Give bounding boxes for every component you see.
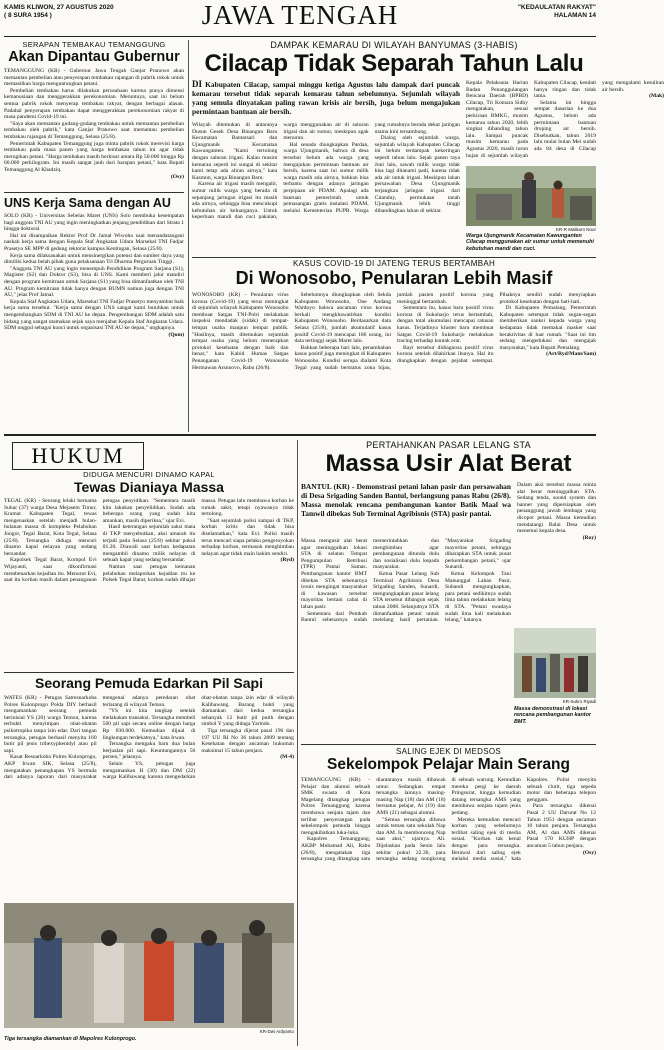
story-kicker: SERAPAN TEMBAKAU TEMANGGUNG [22, 40, 166, 49]
photo-illustration [466, 166, 596, 226]
story-body-continued: Kepala Pelaksana Harian Badan Penanggulangan Bencana Daerah (BPBD) Cilacap, Tri Komara Sidhy mengatakan, sesuai perkiraan BMKG, musim kemarau tahun 2020, lebih singkat dibanding tahun lalu. Sampai puncak musim kemarau pada Agustus 2020, masih turun hujan di sejumlah wilayah Kabupaten Cilacap, kendati hanya ringan dan tidak lama. Selama ini hingga sempat dasarian ke dua Agustus, belum ada permintaan bantuan droping air bersih. Disebutkan, tahun 2019 lalu mulai bulan Mei sudah ada 84 desa di Cilacap yang mengalami kesulitan air bersih. (Mak) [466, 80, 664, 159]
divider [4, 672, 294, 673]
section-rule [4, 434, 596, 436]
story-body: WONOSOBO (KR) - Penularan virus korona (Covid-19) yang terus meningkat di sejumlah wilayah Kabupaten Wonosobo membuat Satgas TNI-Polri melakukan inspeksi mendadak (sidak) di tempat-tempat usaha maupun tempat publik. "Hasilnya, masih ditemukan sejumlah tempat usaha yang belum menerapkan protokol kesehatan dengan baik dan benar," kata Kabid Humas Satgas Penanganan Covid-19 Wonosobo Hermawan Arsnnovo, Rabu (26/8). Sebelumnya diungkapkan oleh Sekda Kabupaten Wonosobo, One Andang Wardoyo bahwa ancaman virus korona berkali mengkhawatirkan kondisi Kabupaten Wonosobo. Berdasarkan data Selasa (25/8), jumlah akumulatif kasus positif Covid-19 mencapai 186 orang, ini data tertinggi sejak Maret lalu. Bahkan beberapa hari lalu, penambahan kasus positif juga meningkat di Kabupaten Wonosobo. Kondisi serupa dialami Kota Tegal yang sudah berstatus zona hijau, jumlah pasien positif korona yang meninggal bertambah. Sementara itu, kasus baru positif virus korona di Sukoharjo terus bertambah, dengan total akumulasi mencapai ratusan kasus. Terjadinya kluster baru membuat Satgas Covid-19 Sukoharjo melakukan tracing terhadap kontak erat. Bayi tersebut didiagnosa positif virus korona setelah dilahirkan ibunya. Hal itu diungkapkan dengan pejabat setempat. Pihaknya sendiri sudah menyiapkan protokol kesehatan dengan hati-hati. Di Kabupaten Pemalang, Pemerintah Kabupaten setempat tidak segan-segan memberikan sanksi kepada warga yang kedapatan tidak memakai masker saat beraktivitas di luar rumah. "Saat ini tim sedang mengedukasi dan mengajak masyarakat," kata Bupati Pemalang. (Art/Ryd/Mam/Sam) [192, 292, 596, 371]
photo-credit: KR-R Malikum Noor [555, 227, 596, 232]
story-kicker: PERTAHANKAN PASAR LELANG STA [366, 440, 531, 450]
photo-illustration [4, 903, 294, 1028]
tembakau-story [4, 40, 184, 190]
story-lead: DI Kabupaten Cilacap, sampai minggu ketiga Agustus lalu dampak dari puncak kemarau tersebut tidak separah kemarau tahun sebelumnya. Sejumlah wilayah yang semula dinyatakan paling rawan krisis air bersih, juga belum mengajukan permintaan bantuan air bersih. [192, 79, 460, 116]
photo-credit: KR-Dwi Ardyanto [259, 1029, 294, 1034]
section-title: HUKUM [12, 442, 144, 470]
divider [192, 257, 596, 258]
story-body-continued: Dalam aksi tersebut massa minta alat berat meninggalkan STA. Sedang tenda, sound system dan banner yang dipersiapkan oleh penanggung jawab lembaga yang dicopot petani. Massa kemudian mendatangi Balai Desa untuk menemui kepala desa. (Roy) [517, 482, 596, 541]
masthead-rule [4, 36, 596, 37]
story-body: TEMANGGUNG (KR) - Gubernur Jawa Tengah Ganjar Pranowo akan memantau pembelian atau penyerapan tembakau rajangan di pabrik rokok untuk memastikan harga menguntungkan petani. Pembelian tembakau harus dilakukan perusahaan karena punya dimensi kemanusiaan dan menggerakkan perekonomian. Meruntuya, saat ini belum semua pabrik rokok menyerap tembakau rakyat, dengan berbagai alasan. Padahal penyerapan tembakau dapat menggerakkan perekonomian rakyat di masa pandemi Covid-19 ini. "Saya akan memantau gudang-gudang tembakau untuk memantau pembelian tembakau oleh pabrik," kata Ganjar Pranowo saat memantau pembelian tembakau rajangan di Temanggung, Selasa (25/8). Pemerintah Kabupaten Temanggung juga minta pabrik rokok merevisi harga tembakau pada masa panen yang harga tembakau tahun ini agar tidak merugikan petani. "Harga tembakau masih berkisar antara Rp 50.000 hingga Rp 60.000 perkilogram. Ini masih sangat jauh dari harapan petani," kata Bupati Temanggung Al Khadziq. (Osy) [4, 68, 184, 180]
well-photo [466, 166, 596, 226]
story-kicker: SALING EJEK DI MEDSOS [396, 747, 501, 756]
dropcap: DI [192, 79, 203, 89]
column-rule [297, 440, 298, 1046]
photo-illustration [514, 628, 596, 698]
photo-caption: Tiga tersangka diamankan di Mapolres Kulonprogo. [4, 1036, 137, 1042]
story-headline: Tewas Dianiaya Massa [74, 479, 224, 495]
story-body: TEGAL (KR) - Seorang lelaki bernama Suhar (37) warga Desa Mejasem Timur, Kramat Kabupaten Tegal, tewas mengenaskan setelah menjadi bulan-bulanan massa di kompleks Pelabuhan Jongor, Tegal Barat, Kota Tegal, Selasa (25/8). Tersangka diduga mencuri dinamo kapal nelayan yang sedang bersandar. Kapolsek Tegal Barat, Kompol Evi Wijayanti, saat dikonfirmasi membenarkan kejadian itu. Menurut Evi, saat itu korban masih dalam penanganan petugas penyidikan. "Sementara masih kita lakukan penyelidikan. Sudah ada beberapa orang yang sudah kita amankan, masih diperiksa," ujar Evi. Hasil keterangan sejumlah saksi mata di TKP menyebutkan, aksi amarah itu terjadi pada Selasa (25/8) sekitar pukul 01.20. Diawali saat korban kedapatan mengambil dinamo milik nelayan di sebuah kapal yang sedang bersandar. Namun saat petugas kemanan pelabuhan melaporkan kejadian itu ke Polsek Tegal Barat, korban sudah dihajar massa. Petugas lalu membawa korban ke rumah sakit, tetapi nyawanya tidak tertolong. "Saat sejumlah polisi sampai di TKP, korban kritis dan tidak bisa diselamatkan," kata Evi. Polisi masih terus mencari siapa pelaku pengeroyokan terhadap korban, termasuk menghimbau nelayan agar tidak main hakim sendiri. (Ryd) [4, 498, 294, 584]
photo-caption: Warga Ujungmanik Kecamatan Kawunganten Cilacap menggunakan air sumur untuk memenuhi kebutuhan mandi dan cuci. [466, 233, 594, 252]
story-body: TEMANGGUNG (KR) - Pelajar dan alumni sebuah SMK swasta di Kota Magelang ditangkap petugas Polres Temanggung karena membawa senjata tajam dan terlibat penyerangan pada sekelompok pemuda hingga mengakibatkan luka-luka. Kapolres Temanggung, AKBP Muhamad Ali, Rabu (26/8), mengatakan tiga tersangka yang ditangkap satu diantaranya masih dibawah umur. Sedangkan empat tersangka lainnya masing-masing Nap (18) dan AM (18) berstatus pelajar, Al (19) dan AMS (21) sebagai alumni. "Semua tersangka dibawa untuk teman satu sekolah Nap dan AM. Ia membonceng Nap saat aksi," ujarnya. Ali. Dijelaskan pada Senin lalu sekitar pukul 22.30, para tersangka sedang nongkrong di sebuah warung. Kemudian mereka pergi ke daerah Pringsurat, hingga kemudian datang tersangka AMS yang membawa senjata tajam jenis pedang. Mereka kemudian mencari korban yang sebelumnya terlibat saling ejek di media sosial. "Korban tak kenal dengan para tersangka. Berawal dari saling ejek melalui media sosial," kata Kapolres. Polisi menyita sebuah clurit, tiga sepeda motor dan beberapa telepon genggam. Para tersangka dikenai Pasal 2 UU Darurat No 12 Tahun 1951 dengan ancaman 10 tahun penjara. Tersangka AM, Al dan AMS dikenai Pasal 170 KUHP dengan ancaman 5 tahun penjara. (Osy) [301, 777, 596, 863]
story-headline: Cilacap Tidak Separah Tahun Lalu [204, 50, 584, 77]
column-rule [188, 40, 189, 432]
protest-photo [514, 628, 596, 698]
suspects-photo [4, 903, 294, 1028]
photo-credit: KR-Sukro Riyadi [562, 699, 596, 704]
story-headline: Seorang Pemuda Edarkan Pil Sapi [35, 675, 263, 691]
pelajar-story [301, 747, 596, 1047]
dinamo-story [4, 470, 294, 670]
wonosobo-story [192, 259, 596, 433]
pil-sapi-story [4, 675, 294, 1047]
story-lead: BANTUL (KR) - Demonstrasi petani lahan pasir dan persawahan di Desa Srigading Sanden Bantul, berlangsung panas Rabu (26/8). Massa menolak rencana pembangunan kantor Batik Maal wa Tamwil dibekas Sub Terminal Agribisnis (STA) pasir pantai. [301, 482, 511, 518]
uns-story [4, 196, 184, 431]
newspaper-title: JAWA TENGAH [201, 0, 399, 30]
story-body: Massa mengusir alat berat agar meninggalkan lokasi STA di selatan Tempat Pengumpulan Retribusi (TPR) Pantai Samas. Pembangunan kantor BMT dibekas STA sebenarnya ironis mengingat masyarakat di kawasan tersebut mayoritas bertani cabai di lahan pasir. Sementara dari Pemkab Bantul sebenarnya sudah memerintahkan dan menghimbau agar pembangunan ditunda dulu dan sosialisasi dulu kepada masyarakat. Ketua Pasar Lelang Sub Terminal Agribisnis Desa Srigading Sanden, Sunardi, mengungkapkan pasar lelang STA tersebut dibangun sejak tahun 2008. Selanjutnya STA dimanfaatkan petani untuk melelang hasil pertanian. "Masyarakat Srigading mayoritas petani, sehingga diharapkan STA untuk pusat perkembangan petani," ujar Sunardi. Ketua Kelompok Tani Manunggal Lahan Pasir, Subandi mengungkapkan, para petani sedikitnya sudah lima tahun melakukan lelang di STA. "Petani swadaya sudah lima kali melakukan lelang," katanya. [301, 538, 511, 624]
story-kicker: DIDUGA MENCURI DINAMO KAPAL [83, 470, 215, 479]
bantul-story [301, 440, 596, 742]
story-headline: Sekelompok Pelajar Main Serang [327, 756, 570, 773]
page-info: "KEDAULATAN RAKYAT" HALAMAN 14 [517, 4, 596, 19]
story-headline: Massa Usir Alat Berat [325, 450, 572, 477]
cilacap-story [192, 40, 664, 255]
story-body: SOLO (KR) - Universitas Sebelas Maret (UNS) Solo membuka kesempatan bagi anggota TNI AU yang ingin meningkatkan jenjang pendidikan dari Strata 1 hingga doktoral. Hal ini disampaikan Rektor Prof Dr Jamal Wiwoho usai menandatangani naskah kerja sama dengan Kepala Staf Angkatan Udara Marsekal TNI Fadjar Prasetyo SE MPP di gedung rektorat kampus Kentingan, Selasa (25/8). Kerja sama dilaksanakan untuk mensinergikan potensi dan sumber daya yang dimiliki kedua belah pihak guna pelaksanaan Tri Dharma Perguruan Tinggi. "Anggota TNI AU yang ingin menempuh Pendidikan Program Sarjana (S1), Magister (S2) dan Doktor (S3), bisa di UNS. Kami memberi jalur mandiri dengan program kemitraan untuk Sarjana (S1) yang bisa dimanfaatkan oleh TNI AU. Program kemitraan tidak hanya dengan BUMN namun juga dengan TNI AU," jelas Prof Jamal. Kepala Staf Angkatan Udara, Marsekal TNI Fadjar Prasetyo menyambut baik kerja sama tersebut. "Kerja sama dengan UNS sangat kami butuhkan untuk mengembangkan SDM di TNI AU ke depan. Pengembangan SDM adalah satu bidang yang sangat utamakan sejak saya menjabat Kepala Staf Angkatan Udara. SDM unggul sebagai kunci untuk organisasi TNI AU ke depan," ungkapnya. (Qom) [4, 213, 184, 338]
divider [301, 744, 596, 745]
story-headline: Akan Dipantau Gubernur [8, 49, 180, 65]
story-kicker: KASUS COVID-19 DI JATENG TERUS BERTAMBAH [292, 259, 496, 268]
edition-date: KAMIS KLIWON, 27 AGUSTUS 2020 ( 8 SURA 1954 ) [4, 4, 114, 19]
story-headline: Di Wonosobo, Penularan Lebih Masif [235, 268, 553, 288]
story-headline: UNS Kerja Sama dengan AU [4, 196, 171, 210]
story-body: WATES (KR) - Petugas Satresnarkoba Polres Kulonprogo Polda DIY berhasil mengamankan seorang pemuda berinisial YS (20) warga Temon, karena terbukti menyimpan obat-obatan psikotropika tanpa izin edar. Dari tangan tersangka, petugas berhasil menyita 160 butir pil jenis trihexyphenidyl atau pil sapi. Kasat Resnarkoba Polres Kulonprogo, AKP Irwan SIK, Selasa (25/8), mengatakan penangkapan YS bermula dari adanya laporan dari masyarakat mengenai adanya peredaran obat terlarang di wilayah Temon. "YS ini kita tangkap setelah melakukan transaksi. Tersangka membeli 500 pil sapi secara online dengan harga Rp 830.000. Kemudian dijual di lingkungan terdekatnya," kata Irwan. Tersangka mengaku baru dua bulan berjualan pil sapi. Keuntungannya 50 persen," jelasnya. Selain YS, petugas juga mengamankan H (30) dan DM (22) warga Kalibawang karena mengedarkan obat-obatan tanpa izin edar di wilayah Kalibawang. Barang bukti yang diamankan dari kedua tersangka sebanyak 12 butir pil putih dengan simbol Y yang diduga Yarindo. Tiga tersangka dijerat pasal 196 dan 197 UU RI No 36 tahun 2009 tentang Kesehatan dengan ancaman hukuman maksimal 15 tahun penjara. (M-4) [4, 695, 294, 781]
photo-caption: Massa demonstrasi di lokasi rencana pembangunan kantor BMT. [514, 706, 591, 725]
divider [4, 192, 184, 193]
story-body: Wilayah ditemukan di antaranya Dusun Gesek Desa Binangun Baru Kecamatan Bantarsari dan Ujungmanik Kecamatan Kawunganten. "Kami tertolong dengan saluran irigasi. Kalau musim kemarau seperti ini sungai di sekitar kami tetap ada aliran airnya," kata Kasmun, warga Binangun Baru. Karena air irigasi masih mengalir, sumur milik warga yang berada di sepanjang jaringan irigasi itu masih ada airnya, sehingga bisa mencukupi kebutuhan air keluarganya. Untuk keperluan mandi dan cuci pakaian, warga menggunakan air di saluran irigasi dan air sumur, meskipun agak menurun. Hal senada diungkapkan Pardan, warga Ujungmanik, bahwa di desa tersebut belum ada warga yang mengajukan permintaan bantuan air bersih, karena saat ini sumur milik warga masih ada airnya, bahkan bisa terbantu dengan adanya jaringan perpipaan air PDAM. Apalagi ada bantuan pemerintah untuk pemasangan gratis instalasi PDAM, melalui Kementerian PUPR. Warga yang rumahnya berada dekat jaringan utama kini tersambung. Dialog oleh sejumlah warga, sejumlah wilayah Kabupaten Cilacap ini belum terdampak kekeringan seperti tahun lalu. Sejak panen raya Juni lalu, sawah milik warga tidak bisa lagi ditanami padi, karena tidak ada air untuk irigasi. Meskipun lahan persawahan Desa Ujungmanik terjangkau jaringan irigasi dari Citanduy, permukaan tanah Ujungmanik lebih tinggi dibandingkan lahan di sekitar. [192, 122, 460, 221]
story-kicker: DAMPAK KEMARAU DI WILAYAH BANYUMAS (3-HABIS) [270, 40, 518, 50]
